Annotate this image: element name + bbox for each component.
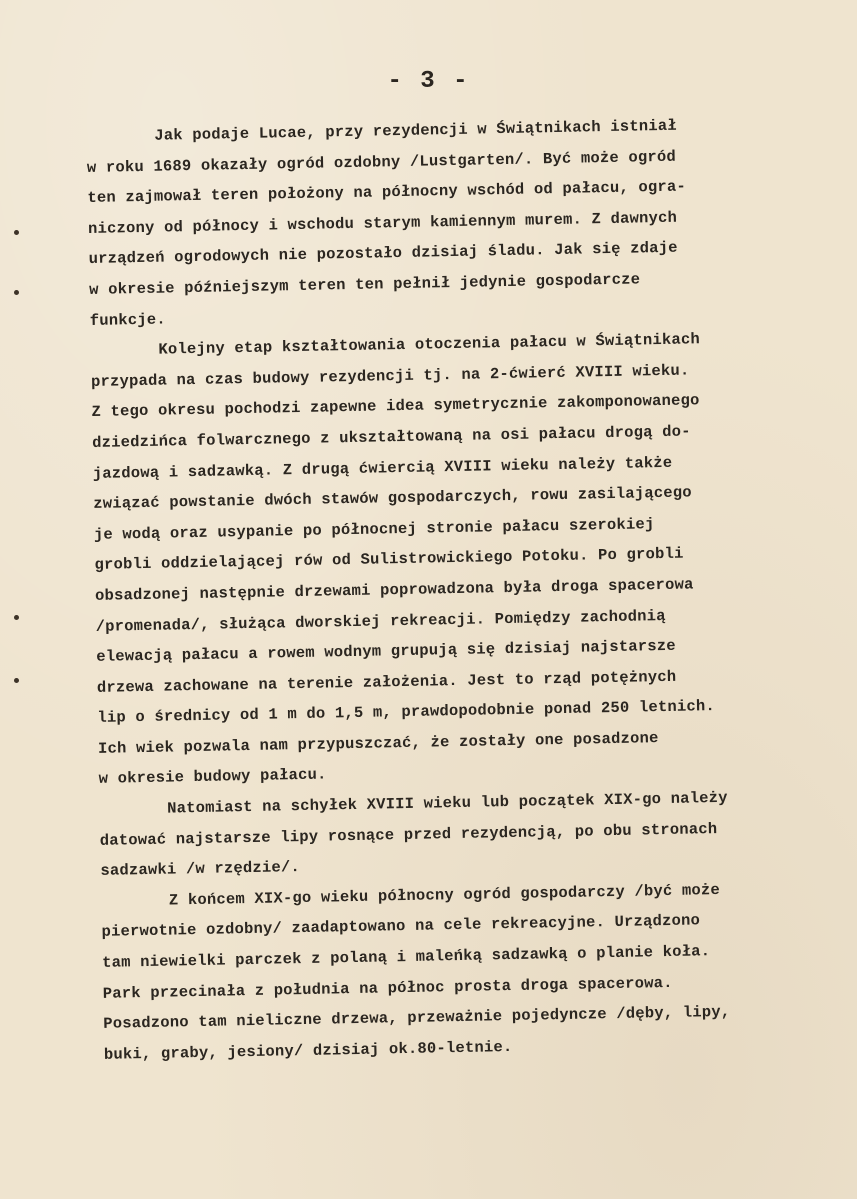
text-line: sadzawki /w rzędzie/. bbox=[100, 858, 301, 881]
text-line: Natomiast na schyłek XVIII wieku lub początek XIX-go należy bbox=[167, 788, 728, 818]
text-line: dziedzińca folwarcznego z ukształtowaną na osi pałacu drogą do- bbox=[91, 422, 691, 452]
document-body bbox=[86, 108, 826, 1070]
text-line: Jak podaje Lucae, przy rezydencji w Świątnikach istniał bbox=[154, 116, 677, 145]
text-line: w roku 1689 okazały ogród ozdobny /Lustgarten/. Być może ogród bbox=[86, 147, 677, 177]
text-line: związać powstanie dwóch stawów gospodarczych, rowu zasilającego bbox=[93, 483, 693, 514]
text-line: w okresie budowy pałacu. bbox=[98, 765, 327, 789]
text-line: jazdową i sadzawką. Z drugą ćwiercią XVIII wieku należy także bbox=[92, 453, 673, 483]
text-line: elewacją pałacu a rowem wodnym grupują się dzisiaj najstarsze bbox=[96, 636, 676, 666]
text-line: Z końcem XIX-go wieku północny ogród gospodarczy /być może bbox=[168, 880, 721, 910]
text-line: datować najstarsze lipy rosnące przed rezydencją, po obu stronach bbox=[99, 819, 718, 850]
margin-speck bbox=[14, 290, 19, 295]
text-line: Ich wiek pozwala nam przypuszczać, że zostały one posadzone bbox=[97, 728, 659, 758]
text-line: lip o średnicy od 1 m do 1,5 m, prawdopodobnie ponad 250 letnich. bbox=[97, 697, 716, 728]
text-line: funkcje. bbox=[89, 310, 166, 330]
margin-speck bbox=[14, 615, 19, 620]
text-line: grobli oddzielającej rów od Sulistrowickiego Potoku. Po grobli bbox=[94, 544, 684, 575]
text-line: obsadzonej następnie drzewami poprowadzona była droga spacerowa bbox=[94, 575, 694, 605]
text-line: /promenada/, służąca dworskiej rekreacji. Pomiędzy zachodnią bbox=[95, 606, 666, 636]
page-number: - 3 - bbox=[387, 68, 470, 95]
text-line: Z tego okresu pochodzi zapewne idea symetrycznie zakomponowanego bbox=[91, 391, 700, 422]
text-line: niczony od północy i wschodu starym kamiennym murem. Z dawnych bbox=[87, 208, 678, 238]
margin-speck bbox=[14, 678, 19, 683]
margin-speck bbox=[14, 230, 19, 235]
text-line: przypada na czas budowy rezydencji tj. na 2-ćwierć XVIII wieku. bbox=[90, 361, 690, 391]
text-line: Kolejny etap kształtowania otoczenia pałacu w Świątnikach bbox=[158, 330, 701, 359]
text-line: Posadzono tam nieliczne drzewa, przeważnie pojedyncze /dęby, lipy, bbox=[103, 1003, 731, 1034]
text-line: je wodą oraz usypanie po północnej stronie pałacu szerokiej bbox=[93, 514, 655, 544]
text-line: urządzeń ogrodowych nie pozostało dzisiaj śladu. Jak się zdaje bbox=[88, 239, 678, 269]
text-line: drzewa zachowane na terenie założenia. Jest to rząd potężnych bbox=[96, 667, 677, 697]
text-line: Park przecinała z południa na północ prosta droga spacerowa. bbox=[102, 973, 673, 1003]
text-line: ten zajmował teren położony na północny wschód od pałacu, ogra- bbox=[87, 177, 687, 208]
text-line: tam niewielki parczek z polaną i maleńką sadzawką o planie koła. bbox=[101, 942, 711, 972]
text-line: pierwotnie ozdobny/ zaadaptowano na cele rekreacyjne. Urządzono bbox=[101, 911, 701, 942]
text-line: buki, graby, jesiony/ dzisiaj ok.80-letnie. bbox=[103, 1037, 513, 1064]
text-line: w okresie późniejszym teren ten pełnił jedynie gospodarcze bbox=[89, 270, 641, 299]
